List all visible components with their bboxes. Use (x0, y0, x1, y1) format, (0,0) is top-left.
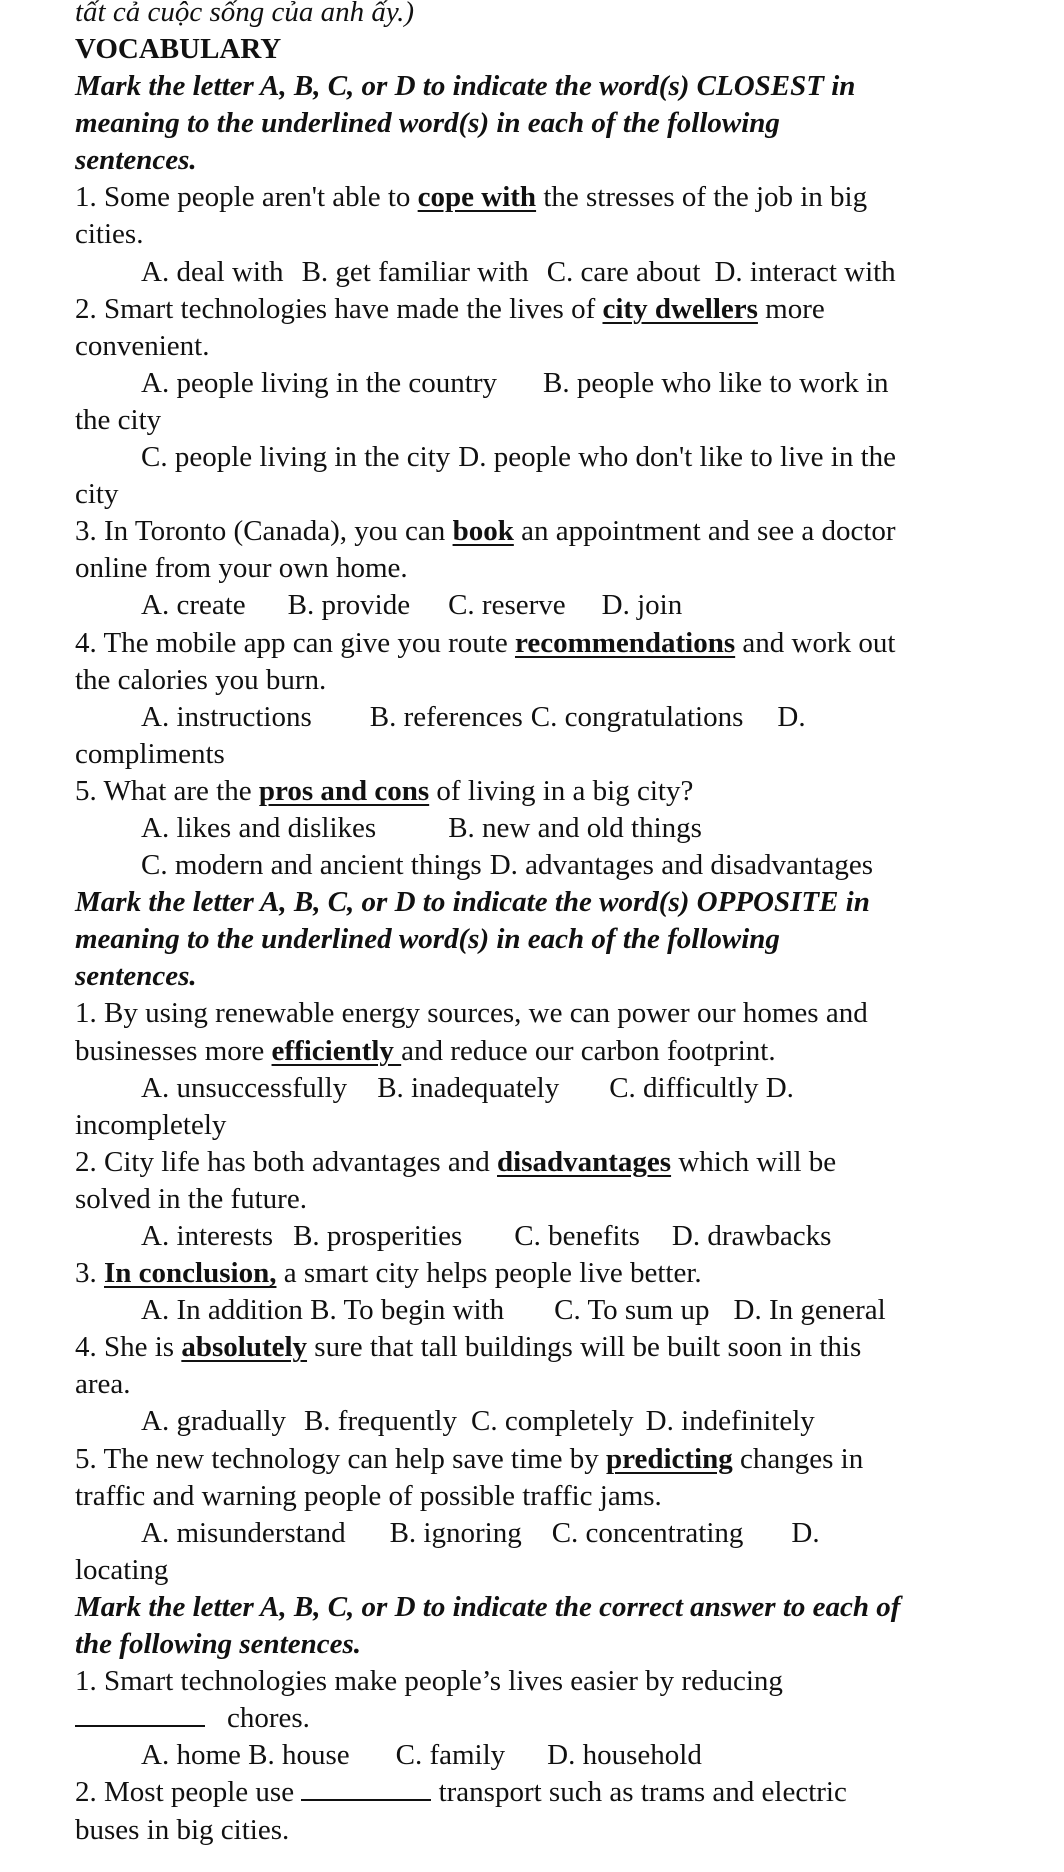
option-b[interactable]: B. ignoring (389, 1516, 522, 1549)
option-b[interactable]: B. get familiar with (301, 255, 529, 288)
closest-q4-options (75, 699, 1044, 736)
option-a[interactable]: A. interests (141, 1220, 274, 1252)
opposite-q4: 4. She is absolutely sure that tall buildings will be built soon in this (75, 1331, 862, 1364)
opposite-q3-options (75, 1292, 1044, 1329)
opposite-q4-cont: area. (75, 1368, 131, 1401)
opposite-q5-option-d-cont: locating (75, 1553, 169, 1586)
closest-q3-cont: online from your own home. (75, 552, 408, 585)
underlined-word: In conclusion, (104, 1257, 277, 1290)
option-a-b[interactable]: A. home B. house (141, 1739, 350, 1772)
instruction-opposite-line-1: Mark the letter A, B, C, or D to indicate the word(s) OPPOSITE in (75, 886, 870, 919)
option-c[interactable]: C. family (395, 1739, 506, 1772)
closest-q2-options-cd (75, 439, 1044, 476)
opposite-q1-options (75, 1070, 1044, 1107)
option-d[interactable]: D. household (547, 1739, 702, 1772)
instruction-opposite-line-2: meaning to the underlined word(s) in each of the following (75, 923, 780, 956)
option-b[interactable]: B. people who like to work in (543, 366, 889, 399)
underlined-word: disadvantages (497, 1145, 672, 1178)
option-a[interactable]: A. deal with (141, 255, 284, 288)
underlined-word: absolutely (181, 1331, 308, 1364)
option-a[interactable]: A. gradually (141, 1405, 286, 1438)
option-d[interactable]: D. advantages and disadvantages (489, 849, 874, 882)
underlined-word: efficiently (271, 1034, 402, 1067)
underlined-word: predicting (605, 1442, 733, 1475)
option-a[interactable]: A. people living in the country (141, 366, 497, 399)
instruction-closest-line-3: sentences. (75, 144, 197, 177)
heading-vocabulary: VOCABULARY (75, 33, 282, 65)
option-c[interactable]: C. congratulations (530, 700, 744, 733)
option-d[interactable]: D. indefinitely (645, 1405, 815, 1438)
option-a[interactable]: A. misunderstand (141, 1516, 346, 1549)
closest-q5: 5. What are the pros and cons of living in a big city? (75, 774, 694, 807)
answer-blank[interactable] (301, 1777, 431, 1801)
closest-q1: 1. Some people aren't able to cope with the stresses of the job in big (75, 181, 868, 214)
option-a[interactable]: A. likes and dislikes (141, 811, 377, 844)
closest-q3: 3. In Toronto (Canada), you can book an appointment and see a doctor (75, 515, 896, 548)
correct-q1-cont: chores. (75, 1700, 1044, 1737)
option-c[interactable]: C. reserve (448, 589, 566, 622)
answer-blank[interactable] (75, 1703, 205, 1727)
option-d[interactable]: D. people who don't like to live in the (458, 441, 897, 474)
opposite-q5-options (75, 1515, 1044, 1552)
correct-q1-options (75, 1737, 1044, 1774)
closest-q4-cont: the calories you burn. (75, 663, 327, 696)
option-d[interactable]: D. (777, 700, 806, 733)
opposite-q5-cont: traffic and warning people of possible traffic jams. (75, 1479, 662, 1512)
correct-q2: 2. Most people use transport such as trams and electric (75, 1776, 847, 1809)
underlined-word: book (452, 515, 514, 548)
option-b[interactable]: B. new and old things (448, 811, 702, 844)
closest-q4-option-d-cont: compliments (75, 737, 225, 770)
option-c[interactable]: C. completely (470, 1405, 634, 1438)
option-b[interactable]: B. prosperities (293, 1220, 463, 1252)
closest-q1-cont: cities. (75, 218, 144, 251)
option-a[interactable]: A. instructions (141, 700, 312, 733)
opposite-q1-cont: businesses more efficiently and reduce our carbon footprint. (75, 1034, 776, 1067)
option-c[interactable]: C. concentrating (551, 1516, 744, 1549)
option-b[interactable]: B. frequently (303, 1405, 457, 1438)
option-d[interactable]: D. join (601, 589, 683, 622)
option-d[interactable]: D. interact with (714, 255, 896, 288)
opposite-q2-options (75, 1218, 1044, 1255)
instruction-closest-line-2: meaning to the underlined word(s) in each of the following (75, 107, 780, 140)
instruction-correct-line-1: Mark the letter A, B, C, or D to indicate the correct answer to each of (75, 1590, 901, 1623)
underlined-word: pros and cons (258, 774, 430, 807)
closest-q3-options (75, 587, 1044, 624)
closest-q2-option-b-cont: the city (75, 403, 162, 436)
closest-q1-options (75, 254, 1044, 291)
closest-q5-options-cd (75, 847, 1044, 884)
opposite-q1: 1. By using renewable energy sources, we can power our homes and (75, 997, 868, 1030)
option-a[interactable]: A. create (141, 589, 246, 622)
correct-q2-cont: buses in big cities. (75, 1813, 290, 1846)
option-c[interactable]: C. To sum up (554, 1294, 710, 1327)
opposite-q5: 5. The new technology can help save time by predicting changes in (75, 1442, 864, 1475)
correct-q1: 1. Smart technologies make people’s lives easier by reducing (75, 1665, 783, 1698)
option-d[interactable]: D. drawbacks (671, 1220, 832, 1252)
option-c[interactable]: C. difficultly D. (609, 1071, 794, 1104)
option-b[interactable]: B. references (369, 700, 523, 733)
opposite-q4-options (75, 1403, 1044, 1440)
underlined-word: recommendations (514, 626, 736, 659)
underlined-word: city dwellers (602, 292, 758, 325)
instruction-correct-line-2: the following sentences. (75, 1628, 361, 1661)
underlined-word: cope with (417, 181, 537, 214)
option-c[interactable]: C. modern and ancient things (141, 849, 482, 882)
closest-q4: 4. The mobile app can give you route recommendations and work out (75, 626, 896, 659)
option-a-b[interactable]: A. In addition B. To begin with (141, 1294, 505, 1327)
closest-q2-cont: convenient. (75, 329, 210, 362)
instruction-opposite-line-3: sentences. (75, 960, 197, 993)
closest-q2: 2. Smart technologies have made the lives of city dwellers more (75, 292, 825, 325)
instruction-closest-line-1: Mark the letter A, B, C, or D to indicate the word(s) CLOSEST in (75, 70, 856, 103)
option-c[interactable]: C. care about (546, 255, 701, 288)
option-c[interactable]: C. benefits (514, 1220, 640, 1252)
option-a[interactable]: A. unsuccessfully (141, 1071, 348, 1104)
option-d[interactable]: D. In general (733, 1294, 886, 1327)
top-line: tất cả cuộc sống của anh ấy.) (75, 0, 415, 28)
option-b[interactable]: B. provide (287, 589, 411, 622)
closest-q2-options-ab (75, 365, 1044, 402)
option-c[interactable]: C. people living in the city (141, 441, 451, 474)
opposite-q3: 3. In conclusion, a smart city helps people live better. (75, 1257, 702, 1290)
opposite-q2-cont: solved in the future. (75, 1182, 307, 1215)
closest-q2-option-d-cont: city (75, 478, 119, 511)
option-d[interactable]: D. (791, 1516, 820, 1549)
option-b[interactable]: B. inadequately (377, 1071, 560, 1104)
closest-q5-options-ab (75, 810, 1044, 847)
opposite-q1-option-d-cont: incompletely (75, 1108, 227, 1141)
opposite-q2: 2. City life has both advantages and disadvantages which will be (75, 1145, 837, 1178)
